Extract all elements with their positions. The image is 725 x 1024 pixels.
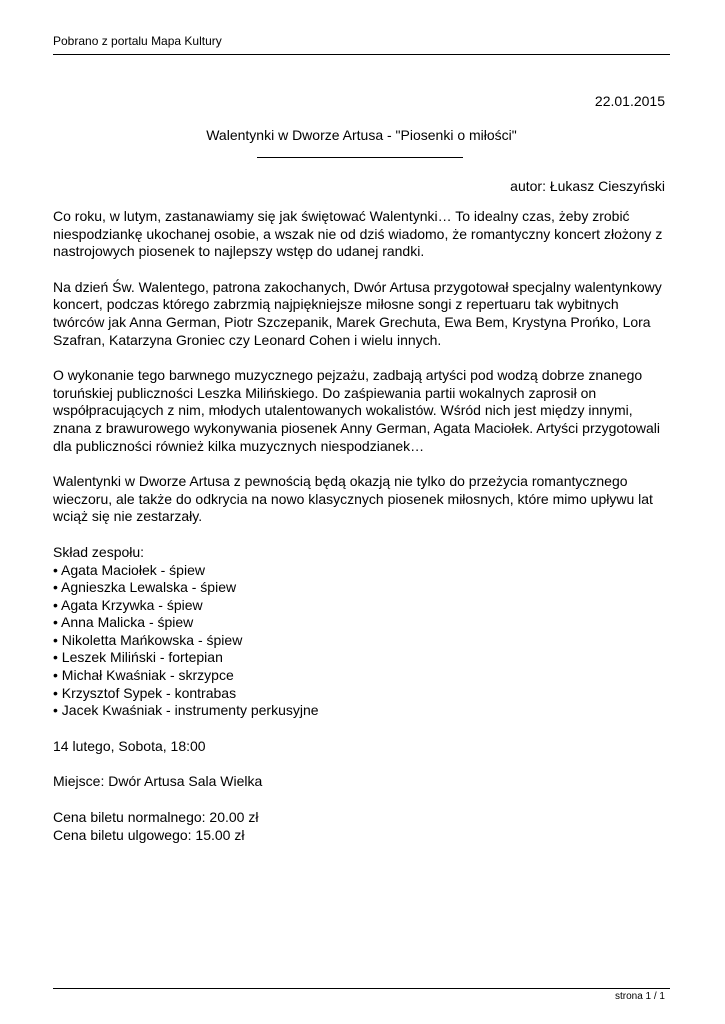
list-item: • Agnieszka Lewalska - śpiew <box>53 579 237 596</box>
list-item: • Leszek Miliński - fortepian <box>53 649 223 666</box>
paragraph-3: O wykonanie tego barwnego muzycznego pejzażu, zadbają artyści pod wodzą dobrze znanego toruńskiej publiczności Leszka Milińskiego. Do zaśpiewania partii wokalnych zaprosił on współpracujących z nim, młodych utalentowanych wokalistów. Wśród nich jest między innymi, znana z brawurowego wykonywania piosenek Anny German, Agata Maciołek. Artyści przygotowali dla publiczności również kilka muzycznych niespodzianek… <box>53 367 660 454</box>
paragraph-2: Na dzień Św. Walentego, patrona zakochanych, Dwór Artusa przygotował specjalny walentynkowy koncert, podczas którego zabrzmią najpiękniejsze miłosne songi z repertuaru tak wybitnych twórców jak Anna German, Piotr Szczepanik, Marek Grechuta, Ewa Bem, Krystyna Prońko, Lora Szafran, Katarzyna Groniec czy Leonard Cohen i wielu innych. <box>53 278 662 348</box>
paragraph-4: Walentynki w Dworze Artusa z pewnością będą okazją nie tylko do przeżycia romantycznego wieczoru, ale także do odkrycia na nowo klasycznych piosenek miłosnych, które mimo upływu lat wciąż się nie zestarzały. <box>53 473 653 525</box>
document-author: autor: Łukasz Cieszyński <box>510 178 665 194</box>
list-item: • Agata Krzywka - śpiew <box>53 596 203 613</box>
list-item: • Agata Maciołek - śpiew <box>53 561 205 578</box>
footer-rule <box>53 988 670 989</box>
list-item: • Nikoletta Mańkowska - śpiew <box>53 631 243 648</box>
price-normal: Cena biletu normalnego: 20.00 zł <box>53 809 259 826</box>
page-number: strona 1 / 1 <box>614 991 665 1002</box>
lineup-list <box>53 562 673 720</box>
list-item: • Jacek Kwaśniak - instrumenty perkusyjne <box>53 702 319 719</box>
source-header: Pobrano z portalu Mapa Kultury <box>53 34 222 48</box>
price-reduced: Cena biletu ulgowego: 15.00 zł <box>53 826 245 843</box>
lineup-heading: Skład zespołu: <box>53 543 145 560</box>
header-rule <box>53 54 670 55</box>
document-date: 22.01.2015 <box>594 93 665 109</box>
event-datetime: 14 lutego, Sobota, 18:00 <box>53 737 206 754</box>
list-item: • Krzysztof Sypek - kontrabas <box>53 684 237 701</box>
event-venue: Miejsce: Dwór Artusa Sala Wielka <box>53 773 263 790</box>
document-title: Walentynki w Dworze Artusa - "Piosenki o miłości" <box>206 127 517 143</box>
list-item: • Michał Kwaśniak - skrzypce <box>53 667 234 684</box>
list-item: • Anna Malicka - śpiew <box>53 614 194 631</box>
paragraph-1: Co roku, w lutym, zastanawiamy się jak świętować Walentynki… To idealny czas, żeby zrobić niespodziankę ukochanej osobie, a wszak nie od dziś wiadomo, że romantyczny koncert złożony z nastrojowych piosenek to najlepszy wstęp do udanej randki. <box>53 208 663 260</box>
article-body <box>53 208 673 844</box>
title-underline <box>257 157 463 158</box>
